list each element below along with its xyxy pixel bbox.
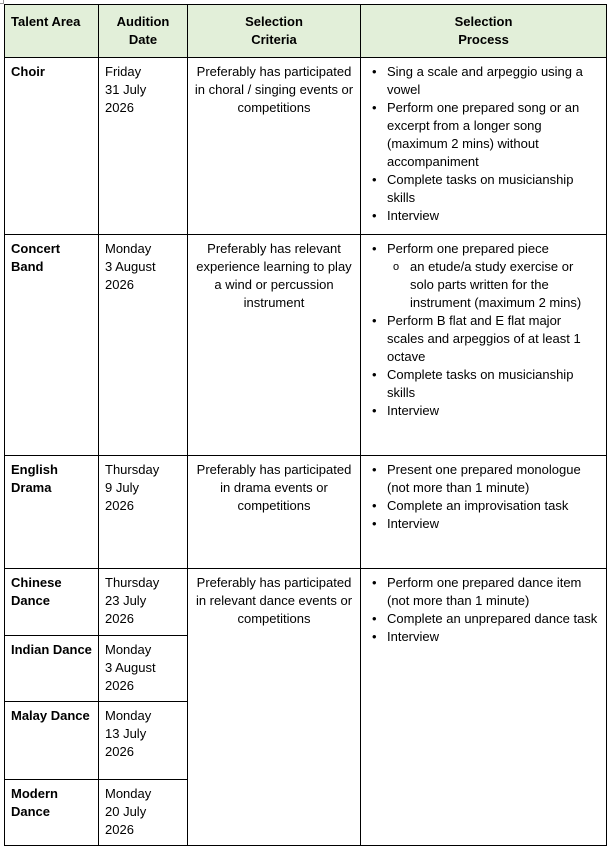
selection-process-cell (361, 235, 607, 456)
date-day-month: 3 August (105, 660, 156, 675)
date-year: 2026 (105, 611, 134, 626)
audition-date-cell (99, 780, 188, 846)
process-item: • Perform one prepared dance item (not more than 1 minute) (387, 574, 600, 610)
process-list (367, 63, 600, 225)
header-label: Date (128, 32, 158, 47)
process-item: • Complete tasks on musicianship skills (387, 366, 600, 402)
date-day-month: 3 August (105, 259, 156, 274)
date-day-month: 23 July (105, 593, 147, 608)
date-day: Friday (105, 64, 142, 79)
process-item: • Perform B flat and E flat major scales and arpeggios of at least 1 octave (387, 312, 600, 366)
talent-area-cell: English Drama (5, 456, 99, 569)
selection-process-cell (361, 58, 607, 235)
date-day-month: 9 July (105, 480, 139, 495)
process-sublist (387, 258, 600, 312)
selection-criteria-cell: Preferably has participated in drama events or competitions (188, 456, 361, 569)
audition-date-cell (99, 569, 188, 636)
audition-date-cell (99, 456, 188, 569)
talent-area-cell: Concert Band (5, 235, 99, 456)
selection-criteria-cell: Preferably has relevant experience learning to play a wind or percussion instrument (188, 235, 361, 456)
process-list (367, 574, 600, 646)
process-item: • Sing a scale and arpeggio using a vowel (387, 63, 600, 99)
table-row-concert-band (5, 235, 607, 456)
header-label: Selection (454, 14, 513, 29)
selection-criteria-cell: Preferably has participated in choral / singing events or competitions (188, 58, 361, 235)
talent-area-cell: Malay Dance (5, 702, 99, 780)
date-day-month: 20 July (105, 804, 147, 819)
date-day: Thursday (105, 575, 160, 590)
date-year: 2026 (105, 100, 134, 115)
header-audition-date (99, 5, 188, 58)
header-label: Audition (116, 14, 170, 29)
process-subitem: o an etude/a study exercise or solo parts written for the instrument (maximum 2 mins) (410, 258, 600, 312)
audition-date-cell (99, 58, 188, 235)
process-item: • Interview (387, 628, 600, 646)
header-row (5, 5, 607, 58)
selection-process-cell (361, 456, 607, 569)
process-item: • Interview (387, 402, 600, 420)
header-selection-process (361, 5, 607, 58)
date-day: Monday (105, 241, 152, 256)
date-day: Thursday (105, 462, 160, 477)
process-item: • Interview (387, 207, 600, 225)
talent-area-cell: Indian Dance (5, 636, 99, 702)
table-row-choir (5, 58, 607, 235)
date-year: 2026 (105, 277, 134, 292)
talent-area-cell: Choir (5, 58, 99, 235)
process-item: • Complete tasks on musicianship skills (387, 171, 600, 207)
process-item: • Interview (387, 515, 600, 533)
date-year: 2026 (105, 498, 134, 513)
process-item: • Present one prepared monologue (not more than 1 minute) (387, 461, 600, 497)
selection-criteria-cell: Preferably has participated in relevant dance events or competitions (188, 569, 361, 846)
talent-area-cell: Modern Dance (5, 780, 99, 846)
date-year: 2026 (105, 678, 134, 693)
header-label: Talent Area (11, 14, 81, 29)
process-item-text: Perform one prepared piece (387, 241, 549, 256)
table-row-chinese-dance (5, 569, 607, 636)
header-label: Process (458, 32, 509, 47)
header-label: Selection (245, 14, 303, 29)
talent-area-cell: Chinese Dance (5, 569, 99, 636)
date-day-month: 31 July (105, 82, 147, 97)
date-day: Monday (105, 708, 152, 723)
header-label: Criteria (251, 32, 297, 47)
date-year: 2026 (105, 744, 134, 759)
header-selection-criteria (188, 5, 361, 58)
date-day: Monday (105, 642, 152, 657)
process-item (387, 240, 600, 312)
process-list (367, 461, 600, 533)
audition-date-cell (99, 235, 188, 456)
process-item: • Perform one prepared song or an excerpt from a longer song (maximum 2 mins) without accompaniment (387, 99, 600, 171)
header-talent-area (5, 5, 99, 58)
process-item: • Complete an improvisation task (387, 497, 600, 515)
selection-process-cell (361, 569, 607, 846)
audition-date-cell (99, 702, 188, 780)
process-list (367, 240, 600, 420)
process-item: • Complete an unprepared dance task (387, 610, 600, 628)
date-year: 2026 (105, 822, 134, 837)
date-day-month: 13 July (105, 726, 147, 741)
date-day: Monday (105, 786, 152, 801)
talent-audition-table (4, 4, 607, 846)
audition-date-cell (99, 636, 188, 702)
table-row-english-drama (5, 456, 607, 569)
